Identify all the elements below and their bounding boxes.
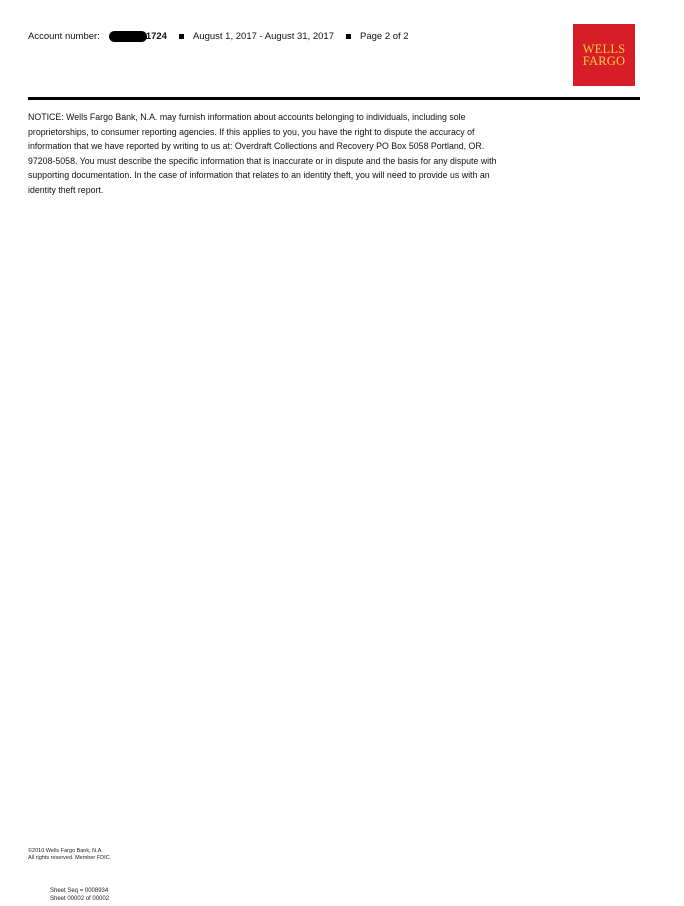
wells-fargo-logo	[573, 24, 635, 86]
notice-line: NOTICE: Wells Fargo Bank, N.A. may furnish information about accounts belonging to individuals, including sole	[28, 112, 466, 122]
sheet-sequence-info	[50, 887, 109, 903]
notice-line: supporting documentation. In the case of information that relates to an identity theft, you will need to provide us with an	[28, 170, 490, 181]
notice-line: proprietorships, to consumer reporting agencies. If this applies to you, you have the right to dispute the accuracy of	[28, 126, 475, 137]
statement-period: August 1, 2017 - August 31, 2017	[192, 30, 334, 42]
logo-line-1: WELLS	[582, 42, 626, 56]
statement-header	[28, 29, 409, 43]
notice-paragraph	[28, 110, 588, 198]
square-bullet-icon	[179, 34, 184, 39]
header-divider	[28, 97, 640, 100]
account-number-label: Account number:	[28, 30, 100, 42]
notice-line: identity theft report.	[28, 184, 104, 195]
sheet-number: Sheet 00002 of 00002	[50, 896, 110, 902]
notice-line: 97208-5058. You must describe the specific information that is inaccurate or in dispute and the basis for any dispute with	[28, 155, 497, 166]
square-bullet-icon	[346, 34, 351, 39]
notice-line: information that we have reported by writing to us at: Overdraft Collections and Recovery PO Box 5058 Portland, OR.	[28, 141, 485, 152]
redacted-account-digits	[109, 31, 147, 42]
account-number-last4: 1724	[145, 30, 167, 42]
page-indicator: Page 2 of 2	[360, 30, 409, 42]
copyright-line-2: All rights reserved. Member FDIC.	[28, 854, 112, 861]
copyright-notice	[28, 848, 111, 861]
copyright-line-1: ©2010 Wells Fargo Bank, N.A.	[28, 848, 103, 854]
logo-line-2: FARGO	[582, 54, 626, 68]
sheet-seq: Sheet Seq = 0008934	[50, 888, 109, 894]
